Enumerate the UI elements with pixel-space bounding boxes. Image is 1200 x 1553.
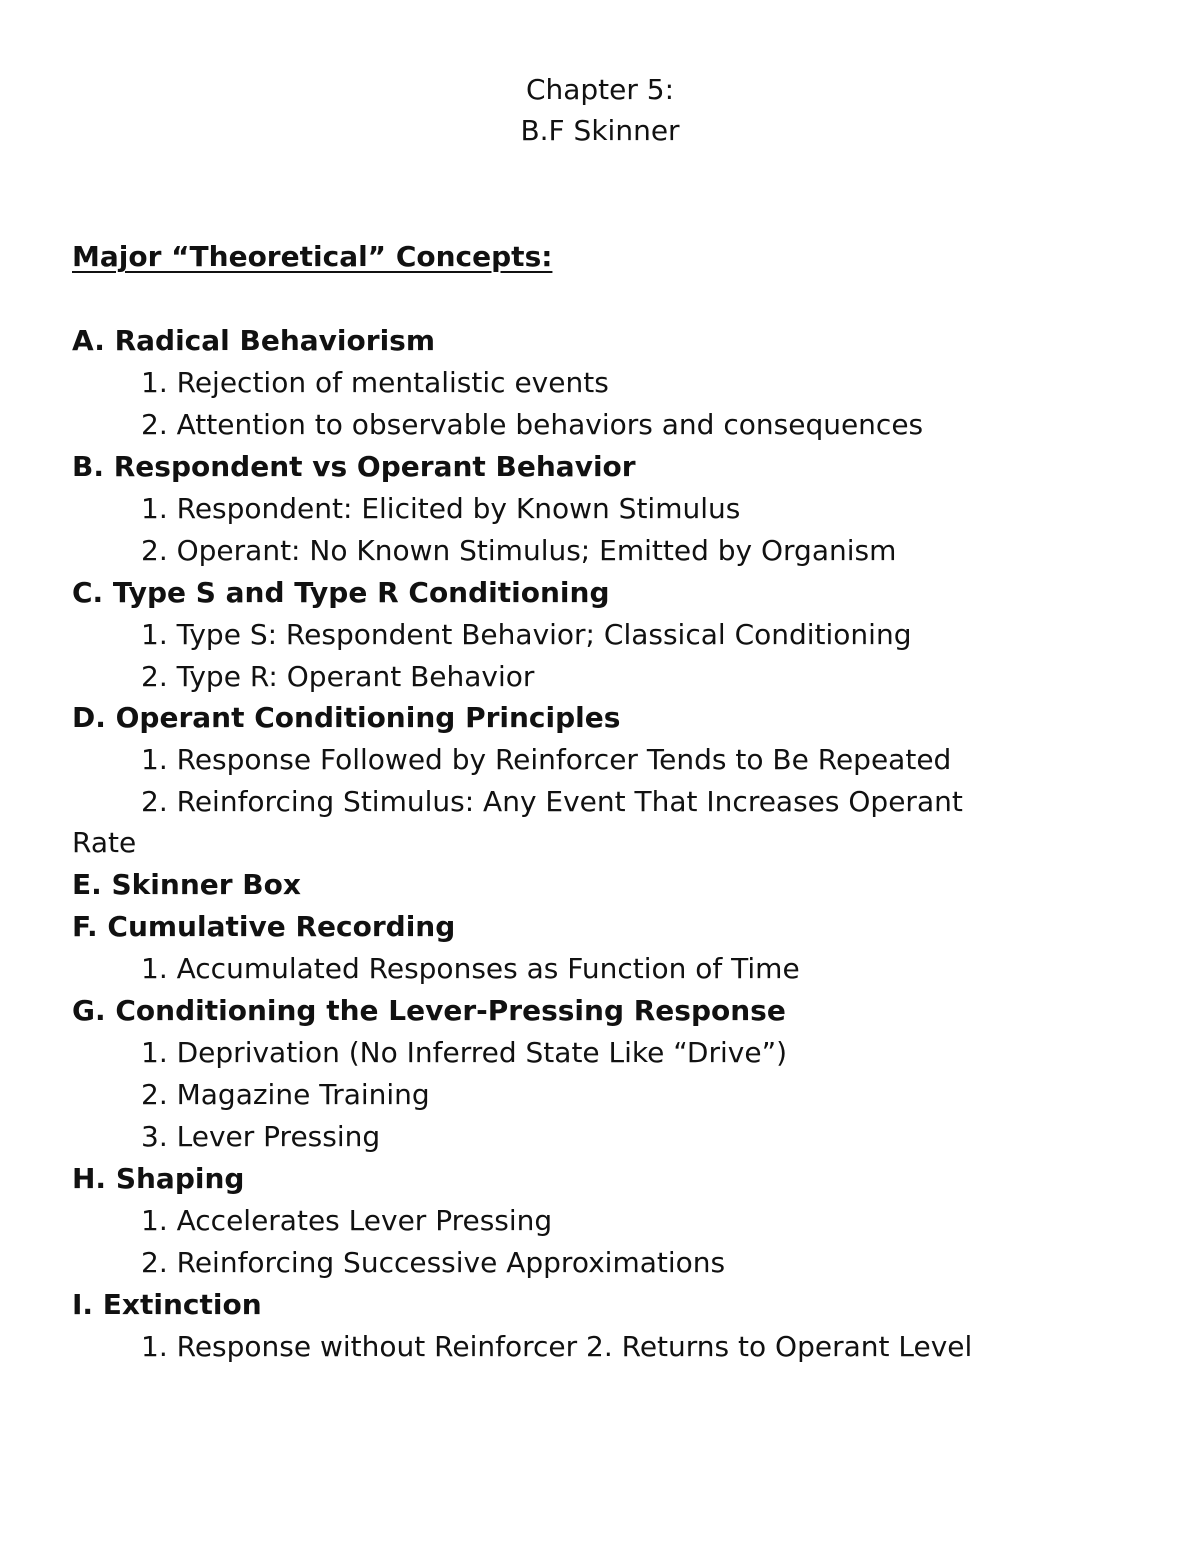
section-a-item-2: 2. Attention to observable behaviors and consequences <box>141 408 924 441</box>
chapter-subject: B.F Skinner <box>520 114 680 147</box>
section-c-item-1: 1. Type S: Respondent Behavior; Classical Conditioning <box>141 618 912 651</box>
concepts-heading: Major “Theoretical” Concepts: <box>72 240 553 273</box>
section-b-item-2: 2. Operant: No Known Stimulus; Emitted by Organism <box>141 534 897 567</box>
section-b-item-1: 1. Respondent: Elicited by Known Stimulus <box>141 492 741 525</box>
section-c-item-2: 2. Type R: Operant Behavior <box>141 660 535 693</box>
section-g-item-3: 3. Lever Pressing <box>141 1120 381 1153</box>
section-c-label: C. Type S and Type R Conditioning <box>72 576 610 609</box>
section-b-label: B. Respondent vs Operant Behavior <box>72 450 636 483</box>
section-g-label: G. Conditioning the Lever-Pressing Response <box>72 994 786 1027</box>
section-a-item-1: 1. Rejection of mentalistic events <box>141 366 609 399</box>
section-h-item-1: 1. Accelerates Lever Pressing <box>141 1204 553 1237</box>
section-g-item-2: 2. Magazine Training <box>141 1078 430 1111</box>
section-g-item-1: 1. Deprivation (No Inferred State Like “Drive”) <box>141 1036 787 1069</box>
section-d-item-1: 1. Response Followed by Reinforcer Tends to Be Repeated <box>141 743 952 776</box>
section-d-item-2: 2. Reinforcing Stimulus: Any Event That Increases Operant <box>141 785 963 818</box>
section-i-item-1: 1. Response without Reinforcer 2. Returns to Operant Level <box>141 1330 973 1363</box>
section-d-item-2-continuation: Rate <box>72 826 137 859</box>
section-h-item-2: 2. Reinforcing Successive Approximations <box>141 1246 726 1279</box>
section-e-label: E. Skinner Box <box>72 868 301 901</box>
chapter-title: Chapter 5: <box>525 73 675 106</box>
section-d-label: D. Operant Conditioning Principles <box>72 701 621 734</box>
section-f-label: F. Cumulative Recording <box>72 910 456 943</box>
section-f-item-1: 1. Accumulated Responses as Function of Time <box>141 952 800 985</box>
section-h-label: H. Shaping <box>72 1162 245 1195</box>
section-i-label: I. Extinction <box>72 1288 262 1321</box>
section-a-label: A. Radical Behaviorism <box>72 324 436 357</box>
